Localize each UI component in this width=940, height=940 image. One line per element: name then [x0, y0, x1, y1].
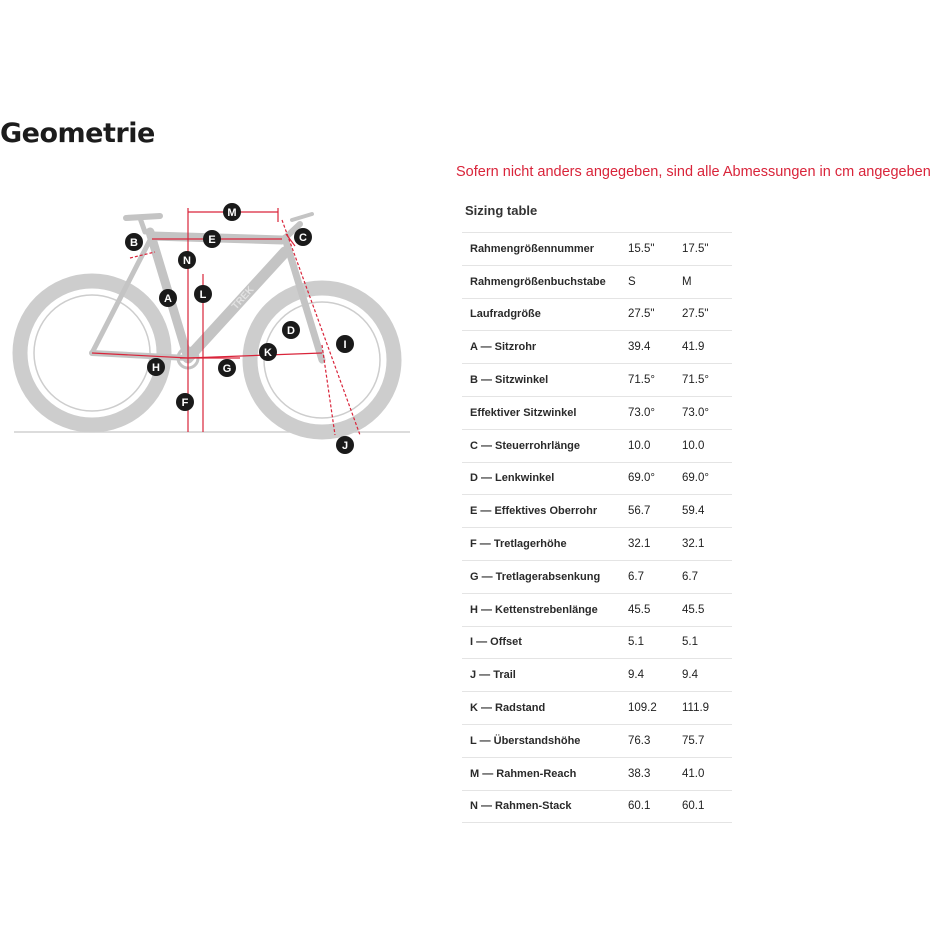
table-row [462, 462, 732, 495]
row-label: D — Lenkwinkel [462, 462, 628, 495]
table-row [462, 265, 732, 298]
svg-text:J: J [341, 440, 349, 452]
badge-f [176, 393, 194, 411]
badge-c [294, 228, 312, 246]
value-size-2: 75.7 [682, 724, 732, 757]
svg-text:A: A [164, 293, 172, 305]
svg-text:I: I [343, 339, 347, 351]
value-size-1: 45.5 [628, 593, 682, 626]
value-size-2: 41.9 [682, 331, 732, 364]
table-row [462, 724, 732, 757]
row-label: E — Effektives Oberrohr [462, 495, 628, 528]
row-label: J — Trail [462, 659, 628, 692]
value-size-1: 109.2 [628, 692, 682, 725]
table-row [462, 528, 732, 561]
table-row [462, 757, 732, 790]
row-label: F — Tretlagerhöhe [462, 528, 628, 561]
table-row [462, 364, 732, 397]
row-label: A — Sitzrohr [462, 331, 628, 364]
svg-text:E: E [208, 234, 216, 246]
sizing-table [462, 232, 732, 823]
value-size-2: 111.9 [682, 692, 732, 725]
badge-e [203, 230, 221, 248]
badge-l [194, 285, 212, 303]
badge-a [159, 289, 177, 307]
value-size-1: 6.7 [628, 560, 682, 593]
row-label: K — Radstand [462, 692, 628, 725]
svg-text:B: B [130, 237, 138, 249]
value-size-2: 27.5" [682, 298, 732, 331]
badge-b [125, 233, 143, 251]
row-label: Rahmengrößenbuchstabe [462, 265, 628, 298]
value-size-2: 73.0° [682, 396, 732, 429]
sizing-table-title: Sizing table [465, 203, 538, 218]
badge-d [282, 321, 300, 339]
svg-text:N: N [183, 255, 191, 267]
svg-text:F: F [181, 397, 189, 409]
page-title: Geometrie [0, 118, 155, 149]
table-row [462, 429, 732, 462]
value-size-2: 5.1 [682, 626, 732, 659]
value-size-1: 32.1 [628, 528, 682, 561]
value-size-2: 45.5 [682, 593, 732, 626]
badge-h [147, 358, 165, 376]
value-size-2: M [682, 265, 732, 298]
row-label: L — Überstandshöhe [462, 724, 628, 757]
table-row [462, 495, 732, 528]
value-size-1: 56.7 [628, 495, 682, 528]
value-size-2: 59.4 [682, 495, 732, 528]
value-size-1: 39.4 [628, 331, 682, 364]
row-label: H — Kettenstrebenlänge [462, 593, 628, 626]
svg-text:G: G [222, 363, 232, 375]
badge-j [336, 436, 354, 454]
units-notice: Sofern nicht anders angegeben, sind alle Abmessungen in cm angegeben [456, 164, 931, 180]
row-label: I — Offset [462, 626, 628, 659]
value-size-2: 9.4 [682, 659, 732, 692]
value-size-1: S [628, 265, 682, 298]
table-row [462, 233, 732, 266]
row-label: Rahmengrößennummer [462, 233, 628, 266]
table-row [462, 692, 732, 725]
value-size-1: 60.1 [628, 790, 682, 823]
value-size-1: 5.1 [628, 626, 682, 659]
table-row [462, 790, 732, 823]
table-row [462, 593, 732, 626]
value-size-1: 69.0° [628, 462, 682, 495]
value-size-1: 27.5" [628, 298, 682, 331]
row-label: C — Steuerrohrlänge [462, 429, 628, 462]
value-size-2: 17.5" [682, 233, 732, 266]
value-size-1: 71.5° [628, 364, 682, 397]
value-size-1: 38.3 [628, 757, 682, 790]
svg-text:L: L [199, 289, 207, 301]
value-size-2: 71.5° [682, 364, 732, 397]
value-size-2: 32.1 [682, 528, 732, 561]
table-row [462, 659, 732, 692]
value-size-1: 10.0 [628, 429, 682, 462]
value-size-2: 10.0 [682, 429, 732, 462]
table-row [462, 331, 732, 364]
value-size-1: 73.0° [628, 396, 682, 429]
table-row [462, 560, 732, 593]
value-size-1: 15.5" [628, 233, 682, 266]
row-label: Laufradgröße [462, 298, 628, 331]
frame-logo: TREK [230, 284, 257, 313]
svg-text:D: D [287, 325, 295, 337]
badge-k [259, 343, 277, 361]
value-size-2: 6.7 [682, 560, 732, 593]
row-label: M — Rahmen-Reach [462, 757, 628, 790]
badge-g [218, 359, 236, 377]
row-label: Effektiver Sitzwinkel [462, 396, 628, 429]
svg-text:C: C [299, 232, 307, 244]
table-row [462, 626, 732, 659]
value-size-2: 69.0° [682, 462, 732, 495]
badge-m [223, 203, 241, 221]
badge-n [178, 251, 196, 269]
svg-text:H: H [152, 362, 160, 374]
value-size-2: 60.1 [682, 790, 732, 823]
table-row [462, 298, 732, 331]
value-size-2: 41.0 [682, 757, 732, 790]
svg-text:M: M [227, 207, 237, 219]
bike-geometry-diagram [0, 160, 430, 460]
row-label: N — Rahmen-Stack [462, 790, 628, 823]
svg-text:K: K [264, 347, 272, 359]
badge-i [336, 335, 354, 353]
value-size-1: 9.4 [628, 659, 682, 692]
value-size-1: 76.3 [628, 724, 682, 757]
row-label: G — Tretlagerabsenkung [462, 560, 628, 593]
row-label: B — Sitzwinkel [462, 364, 628, 397]
table-row [462, 396, 732, 429]
